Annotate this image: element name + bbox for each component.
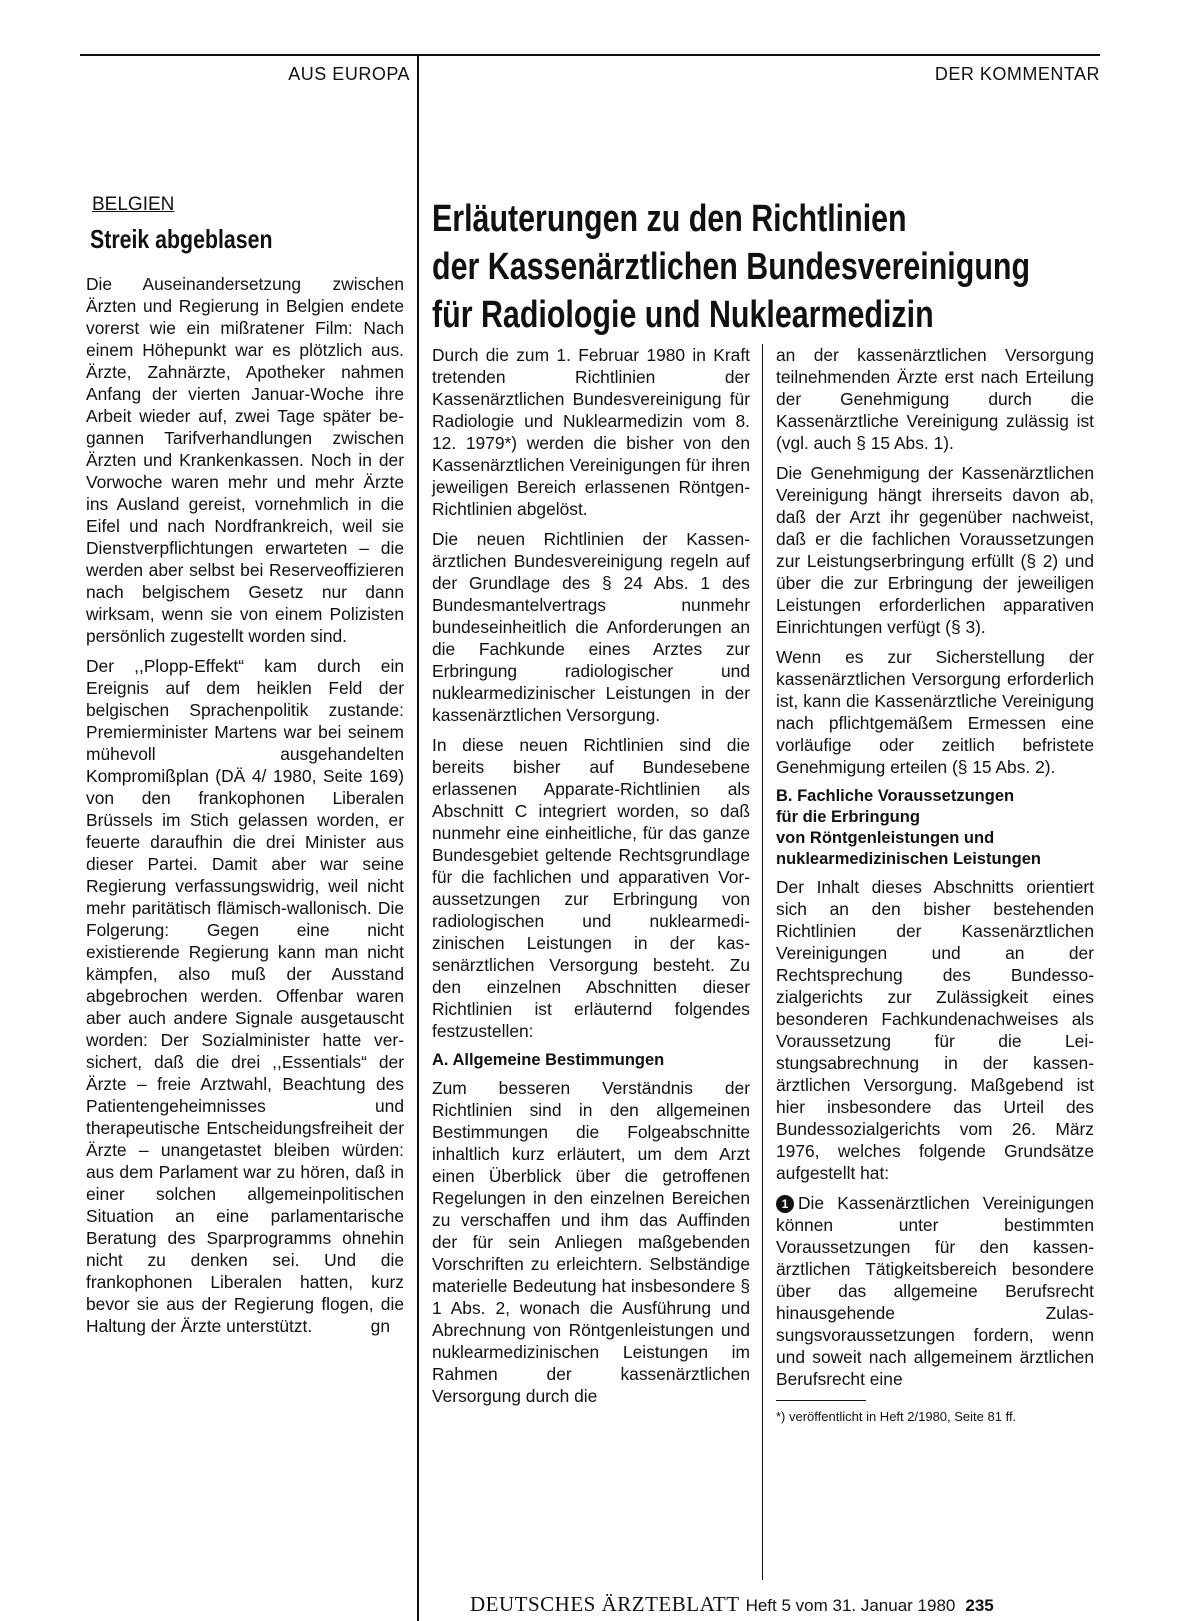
headline-line: Erläuterungen zu den Richtlinien (432, 198, 907, 240)
page-footer (470, 1592, 994, 1617)
country-label: BELGIEN (92, 194, 175, 215)
section-a-heading: A. Allgemeine Bestimmungen (432, 1051, 665, 1069)
headline-line: der Kassenärztlichen Bundesvereinigung (432, 246, 1031, 288)
number-circle-icon: 1 (776, 1195, 794, 1213)
page-number: 235 (965, 1596, 994, 1615)
footnote-rule (776, 1400, 866, 1401)
article-column-2 (776, 344, 1094, 1425)
left-paragraph: Der ,,Plopp-Effekt“ kam durch ein Ereignis auf dem heiklen Feld der belgischen Sprachenpolitik zustande: Premierminister Martens war bei seinem mühevoll ausgehandelten Kompromißplan (DÄ 4/ 1980, Seite 169) von den frankophonen Liberalen Brüssels im Stich gelassen worden, er feuerte daraufhin die drei Minister aus dieser Partei. Damit aber war seine Regierung verfassungswidrig, weil nicht mehr paritätisch flämisch-wallonisch. Die Folgerung: Gegen eine nicht existierende Regierung kann man nicht kämpfen, also muß der Ausstand abgebrochen werden. Offenbar waren aber auch andere Signale ausgetauscht worden: Der Sozialminister hatte versichert, daß die drei ,,Essentials“ der Ärzte – freie Arztwahl, Beachtung des Patientengeheimnisses und therapeutische Entscheidungsfreiheit der Ärzte – unangetastet bleiben würden: aus dem Parlament war zu hören, daß in einer solchen allgemeinpolitischen Situation an eine parlamentarische Beratung des Sparprogramms ohnehin nicht zu denken sei. Und die frankophonen Liberalen hatten, kurz bevor sie aus der Regierung flogen, die Haltung der Ärzte unterstützt. gn (86, 656, 404, 1336)
section-label-right: DER KOMMENTAR (934, 64, 1100, 84)
article-column-1 (432, 344, 750, 1415)
gutter-rule (762, 344, 763, 1580)
footnote: *) veröffentlicht in Heft 2/1980, Seite 81 ff. (776, 1409, 1017, 1424)
headline-line: für Radiologie und Nuklearmedizin (432, 294, 934, 336)
left-headline: Streik abgeblasen (90, 224, 273, 254)
column-divider (417, 54, 419, 1621)
author-signature: gn (370, 1316, 390, 1336)
article-paragraph: Die neuen Richtlinien der Kassenärztlichen Bundesvereinigung regeln auf der Grundlage des § 24 Abs. 1 des Bundesmantelvertrags nunmehr bundeseinheitlich die Anforderungen an die Fachkunde eines Arztes zur Erbringung radiologischer und nuklearmedizinischer Leistungen in der kassenärztlichen Versorgung. (432, 529, 750, 725)
left-article (86, 194, 404, 1345)
section-b-heading: B. Fachliche Voraussetzungen für die Erbringung von Röntgenleistungen und nuklearmedizinischen Leistungen (776, 787, 1041, 868)
article-paragraph: Die Genehmigung der Kassenärztlichen Vereinigung hängt ihrerseits davon ab, daß der Arzt ihr gegenüber nachweist, daß er die fachlichen Voraussetzungen zur Leistungserbringung erfüllt (§ 2) und über die zur Erbringung der jeweiligen Leistungen erforderlichen apparativen Einrichtungen verfügt (§ 3). (776, 463, 1094, 637)
article-paragraph: an der kassenärztlichen Versorgung teilnehmenden Ärzte erst nach Erteilung der Genehmigung durch die Kassenärztliche Vereinigung zulässig ist (vgl. auch § 15 Abs. 1). (776, 345, 1094, 453)
left-paragraph: Die Auseinandersetzung zwischen Ärzten und Regierung in Belgien endete vorerst wie ein mißratener Film: Nach einem Höhepunkt war es plötzlich aus. Ärzte, Zahnärzte, Apotheker nahmen Anfang der vierten Januar-Woche ihre Arbeit wieder auf, zwei Tage später begannen Tarifverhandlungen zwischen Ärzten und Krankenkassen. Noch in der Vorwoche waren mehr und mehr Ärzte ins Ausland gereist, vornehmlich in die Eifel und nach Nordfrankreich, weil sie Dienstverpflichtungen erwarteten – die werden aber selbst bei Reserveoffizieren nach belgischem Gesetz nur dann wirksam, wenn sie von einem Polizisten persönlich zugestellt worden sind. (86, 274, 404, 646)
article-paragraph: Wenn es zur Sicherstellung der kassenärztlichen Versorgung erforderlich ist, kann die Kassenärztliche Vereinigung nach pflichtgemäßem Ermessen eine vorläufige oder zeitlich befristete Genehmigung erteilen (§ 15 Abs. 2). (776, 647, 1094, 777)
top-rule (80, 54, 1100, 56)
left-article-body (86, 273, 404, 1337)
numbered-point: 1 Die Kassenärztlichen Vereinigungen können unter bestimmten Voraussetzungen für den kassenärztlichen Tätigkeitsbereich besondere über das allgemeine Berufsrecht hinausgehende Zulassungsvoraussetzungen fordern, wenn und soweit nach allgemeinem ärztlichen Berufsrecht eine (776, 1193, 1094, 1389)
article-paragraph: Durch die zum 1. Februar 1980 in Kraft tretenden Richtlinien der Kassenärztlichen Bundesvereinigung für Radiologie und Nuklearmedizin vom 8. 12. 1979*) werden die bisher von den Kassenärztlichen Vereinigungen für ihren jeweiligen Bereich erlassenen Röntgen-Richtlinien abgelöst. (432, 345, 750, 519)
issue-info: Heft 5 vom 31. Januar 1980 (745, 1596, 956, 1615)
article-paragraph: Zum besseren Verständnis der Richtlinien sind in den allgemeinen Bestimmungen die Folgeabschnitte inhaltlich kurz erläutert, um dem Arzt einen Überblick über die getroffenen Regelungen in den einzelnen Bereichen zu verschaffen und ihm das Auffinden der für sein Anliegen maßgebenden Vorschriften zu erleichtern. Selbständige materielle Bedeutung hat insbesondere § 1 Abs. 2, wonach die Ausführung und Abrechnung von Röntgenleistungen und nuklearmedizinischen Leistungen im Rahmen der kassenärztlichen Versorgung durch die (432, 1078, 750, 1406)
article-headline (432, 195, 1031, 339)
article-paragraph: In diese neuen Richtlinien sind die bereits bisher auf Bundesebene erlassenen Apparate-Richtlinien als Abschnitt C integriert worden, so daß nunmehr eine einheitliche, für das ganze Bundesgebiet geltende Rechtsgrundlage für die fachlichen und apparativen Voraussetzungen zur Erbringung von radiologischen und nuklearmedizinischen Leistungen in der kassenärztlichen Versorgung besteht. Zu den einzelnen Abschnitten dieser Richtlinien ist erläuternd folgendes festzustellen: (432, 735, 750, 1041)
article-paragraph: Der Inhalt dieses Abschnitts orientiert sich an den bisher bestehenden Richtlinien der Kassenärztlichen Vereinigungen und an der Rechtsprechung des Bundessozialgerichts zur Zulässigkeit eines besonderen Fachkundenachweises als Voraussetzung für die Leistungsabrechnung in der kassenärztlichen Versorgung. Maßgebend ist hier insbesondere das Urteil des Bundessozialgerichts vom 26. März 1976, welches folgende Grundsätze aufgestellt hat: (776, 877, 1094, 1183)
magazine-name: DEUTSCHES ÄRZTEBLATT (470, 1592, 740, 1616)
section-label-left: AUS EUROPA (288, 64, 410, 84)
